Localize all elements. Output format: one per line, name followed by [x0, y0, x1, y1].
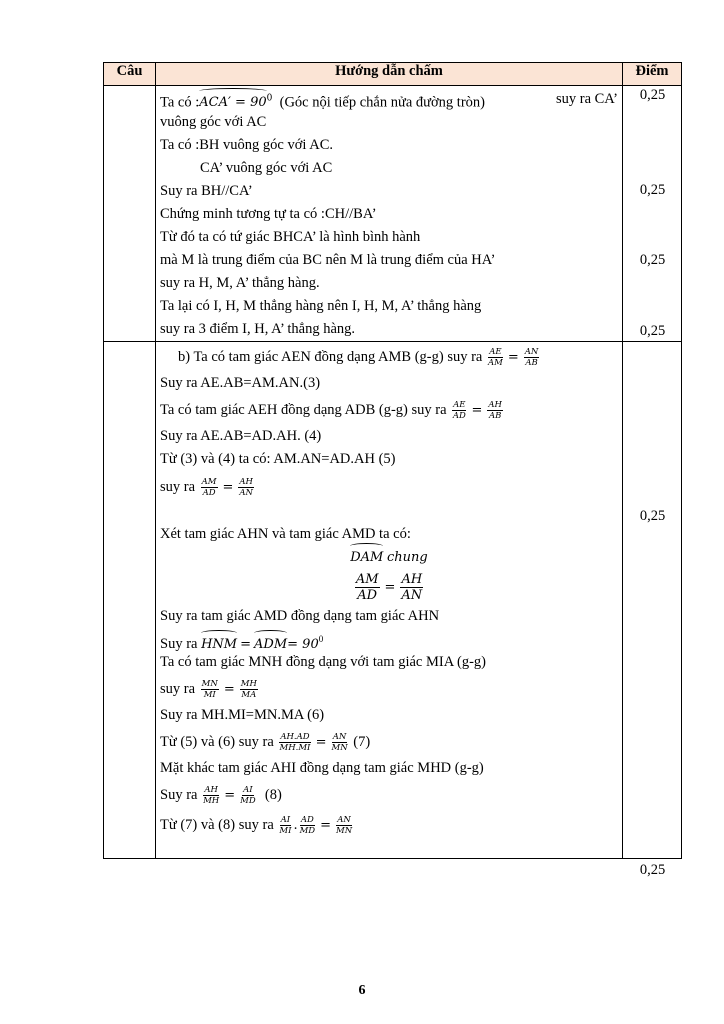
- score-cell-b: [623, 342, 682, 878]
- part-a-line-1: Ta có :ACA′ = $90^0$ (Góc nội tiếp chắn nửa đường tròn) suy ra CA’: [156, 88, 622, 111]
- fraction: $\frac{AM}{AD}$: [201, 476, 217, 499]
- fraction: $\frac{AN}{AB}$: [524, 346, 539, 369]
- question-cell-b: [104, 342, 156, 859]
- fraction: $\frac{AM}{AD}$: [355, 572, 379, 604]
- part-b-line-7: Xét tam giác AHN và tam giác AMD ta có:: [160, 526, 411, 542]
- row-part-b: [104, 342, 682, 859]
- header-row: [104, 63, 682, 86]
- part-b-line-4: Suy ra AE.AB=AD.AH. (4): [160, 428, 322, 444]
- part-b-line-2: Suy ra AE.AB=AM.AN.(3): [160, 375, 321, 391]
- part-b-line-15: Từ (5) và (6) suy ra $\frac{AH.AD}{MH.MI}$ = $\frac{AN}{MN}$ (7): [160, 731, 371, 754]
- fraction: $\frac{AE}{AD}$: [452, 399, 466, 422]
- part-a-line-7: Từ đó ta có tứ giác BHCA’ là hình bình hành: [160, 229, 421, 245]
- part-b-line-11: Suy ra HNM = $ADM= 90^0$: [156, 628, 622, 651]
- part-b-line-13: suy ra $\frac{MN}{MI}$ = $\frac{MH}{MA}$: [160, 678, 257, 701]
- part-b-line-6: suy ra $\frac{AM}{AD}$ = $\frac{AH}{AN}$: [160, 476, 253, 499]
- angle-dam: DAM: [350, 546, 383, 569]
- part-b-line-16: Mặt khác tam giác AHI đồng dạng tam giác MHD (g-g): [160, 760, 484, 776]
- part-a-line-9: suy ra H, M, A’ thẳng hàng.: [160, 275, 320, 291]
- part-a-line-3: Ta có :BH vuông góc với AC.: [160, 137, 333, 153]
- fraction: $\frac{AH}{AN}$: [239, 476, 253, 499]
- fraction: $\frac{AH.AD}{MH.MI}$: [279, 731, 311, 754]
- fraction: $\frac{AI}{MD}$: [240, 784, 256, 807]
- part-a-line-10: Ta lại có I, H, M thẳng hàng nên I, H, M, A’ thẳng hàng: [160, 298, 482, 314]
- part-b-line-12: Ta có tam giác MNH đồng dạng với tam giác MIA (g-g): [160, 654, 486, 670]
- fraction: $\frac{AD}{MD}$: [299, 814, 316, 837]
- fraction: $\frac{MH}{MA}$: [240, 678, 257, 701]
- score-a-1: 0,25: [639, 87, 666, 103]
- part-a-line-4: CA’ vuông góc với AC: [200, 160, 333, 176]
- part-b-line-10: Suy ra tam giác AMD đồng dạng tam giác AHN: [160, 608, 440, 624]
- fraction: $\frac{AE}{AM}$: [488, 346, 503, 369]
- guide-cell-a: [156, 86, 623, 342]
- score-a-2: 0,25: [639, 182, 666, 198]
- part-b-line-3: Ta có tam giác AEH đồng dạng ADB (g-g) suy ra $\frac{AE}{AD}$ = $\frac{AH}{AB}$: [160, 399, 502, 422]
- part-b-line-1: b) Ta có tam giác AEN đồng dạng AMB (g-g) suy ra $\frac{AE}{AM}$ = $\frac{AN}{AB}$: [178, 346, 539, 369]
- fraction: $\frac{AH}{MH}$: [203, 784, 220, 807]
- part-a-line-5: Suy ra BH//CA’: [160, 183, 253, 199]
- part-b-line-18: Từ (7) và (8) suy ra $\frac{AI}{MI}$ . $\frac{AD}{MD}$ = $\frac{AN}{MN}$: [160, 814, 353, 837]
- fraction: $\frac{AH}{AN}$: [401, 572, 423, 604]
- part-b-line-9: $\frac{AM}{AD}$ = $\frac{AH}{AN}$: [355, 572, 423, 604]
- fraction: $\frac{AI}{MI}$: [279, 814, 292, 837]
- part-a-line-6: Chứng minh tương tự ta có :CH//BA’: [160, 206, 377, 222]
- header-score: Điểm: [623, 63, 682, 86]
- score-a-3: 0,25: [639, 252, 666, 268]
- page-number: 6: [358, 983, 366, 998]
- guide-cell-b: [156, 342, 623, 859]
- row-part-a: [104, 86, 682, 342]
- score-a-4: 0,25: [639, 323, 666, 339]
- angle-adm: ADM: [254, 633, 287, 656]
- grading-table: [103, 62, 682, 878]
- part-b-line-8: DAM chung: [156, 546, 622, 569]
- part-b-line-14: Suy ra MH.MI=MN.MA (6): [160, 707, 325, 723]
- part-a-line-2: vuông góc với AC: [160, 114, 267, 130]
- part-a-line-8: mà M là trung điểm của BC nên M là trung điểm của HA’: [160, 252, 496, 268]
- part-a-line-11: suy ra 3 điểm I, H, A’ thẳng hàng.: [160, 321, 356, 337]
- fraction: $\frac{AN}{MN}$: [336, 814, 353, 837]
- score-cell-a: [623, 86, 682, 342]
- angle-aca: ACA′ = 90: [199, 91, 266, 114]
- question-cell-a: [104, 86, 156, 342]
- fraction: $\frac{AN}{MN}$: [331, 731, 348, 754]
- score-b-2: 0,25: [639, 862, 666, 878]
- fraction: $\frac{AH}{AB}$: [488, 399, 502, 422]
- fraction: $\frac{MN}{MI}$: [201, 678, 218, 701]
- part-b-line-5: Từ (3) và (4) ta có: AM.AN=AD.AH (5): [160, 451, 396, 467]
- header-guide: Hướng dẫn chấm: [156, 63, 623, 86]
- part-b-line-17: Suy ra $\frac{AH}{MH}$ = $\frac{AI}{MD}$ (8): [160, 784, 282, 807]
- header-question: Câu: [104, 63, 156, 86]
- score-b-1: 0,25: [639, 508, 666, 524]
- angle-hnm: HNM: [201, 633, 237, 656]
